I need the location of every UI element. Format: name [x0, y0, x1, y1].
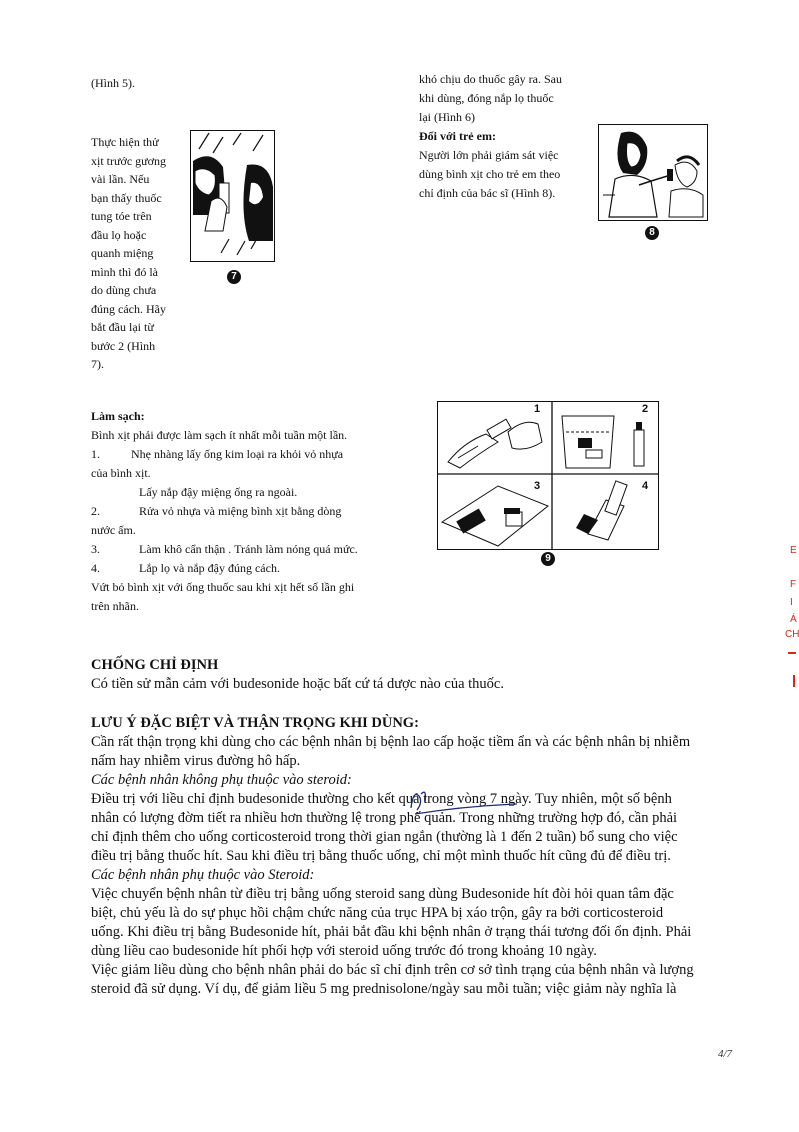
text-line: khi dùng, đóng nắp lọ thuốc — [419, 91, 554, 105]
step-text: Làm khô cẩn thận . Tránh làm nóng quá mức. — [139, 542, 358, 556]
margin-stamp-letter: CH — [785, 629, 799, 640]
inhaler-after-use-text — [419, 70, 599, 203]
cleaning-step-1 — [91, 445, 421, 464]
margin-stamp-letter: Á — [790, 614, 797, 625]
step-number: 1. — [91, 447, 100, 461]
text-line: 7). — [91, 357, 104, 371]
cleaning-step-1-continued: của bình xịt. — [91, 466, 151, 480]
text-line: bạn thấy thuốc — [91, 190, 162, 205]
text-line: Thực hiện thử — [91, 135, 159, 149]
step-text: Nhẹ nhàng lấy ống kim loại ra khỏi vỏ nhựa — [131, 447, 344, 461]
paragraph-line: uống. Khi điều trị bằng Budesonide hít, phải bắt đầu khi bệnh nhân ở trạng thái tương đối ổn định. Phải — [91, 924, 692, 940]
step-text: Lắp lọ và nắp đậy đúng cách. — [139, 561, 280, 575]
text-line: khó chịu do thuốc gây ra. Sau — [419, 72, 562, 86]
cleaning-step-4 — [91, 559, 421, 578]
cleaning-heading: Làm sạch: — [91, 409, 145, 423]
fig9-step-3-label: 3 — [534, 480, 541, 492]
figure-8-number-badge: 8 — [645, 226, 659, 240]
contraindications-heading: CHỐNG CHỈ ĐỊNH — [91, 657, 219, 673]
margin-stamp-letter: E — [790, 545, 797, 556]
figure5-reference: (Hình 5). — [91, 76, 135, 90]
text-line: mình thì đó là — [91, 264, 158, 279]
text-line: bắt đầu lại từ — [91, 320, 154, 334]
paragraph-line: điều trị bằng thuốc hít. Sau khi điều trị bằng thuốc uống, chỉ một mình thuốc hít cũng đủ để điều trị. — [91, 848, 671, 864]
discard-text: Vứt bỏ bình xịt với ống thuốc sau khi xịt hết số lần ghi — [91, 580, 355, 594]
fig9-step-1-label: 1 — [534, 403, 541, 415]
contraindications-text: Có tiền sử mẫn cảm với budesonide hoặc bất cứ tá dược nào của thuốc. — [91, 676, 504, 692]
figure-7-mirror-test — [190, 130, 275, 262]
figure-8-child-supervision — [598, 124, 708, 221]
step-text: Rửa vỏ nhựa và miệng bình xịt bằng dòng — [139, 504, 342, 518]
text-line: đúng cách. Hãy — [91, 301, 166, 316]
step-number: 3. — [91, 542, 100, 556]
step-number: 2. — [91, 504, 100, 518]
cleaning-step-2-continued: nước ấm. — [91, 523, 136, 537]
figure-9-number-badge: 9 — [541, 552, 555, 566]
margin-stamp-letter: F — [790, 579, 797, 590]
text-line: bước 2 (Hình — [91, 338, 156, 353]
text-line: xịt trước gương — [91, 153, 167, 168]
text-line: vài lần. Nếu — [91, 172, 150, 186]
subheading-non-dependent: Các bệnh nhân không phụ thuộc vào steroid: — [91, 772, 352, 788]
cleaning-intro: Bình xịt phải được làm sạch ít nhất mỗi tuần một lần. — [91, 428, 348, 442]
discard-text: trên nhãn. — [91, 599, 139, 613]
page-number: 4/7 — [718, 1048, 733, 1060]
text-line: lại (Hình 6) — [419, 110, 475, 124]
paragraph-line: steroid đã sử dụng. Ví dụ, để giảm liều 5 mg prednisolone/ngày sau mỗi tuần; việc giảm này nghĩa là — [91, 981, 677, 997]
margin-stamp-letter: I — [790, 597, 793, 608]
paragraph-line: biệt, chủ yếu là do sự phục hồi chậm chức năng của trục HPA bị xáo trộn, gây ra bởi corticosteroid — [91, 905, 664, 921]
paragraph-line: Điều trị với liều chỉ định budesonide thường cho kết quả trong vòng 7 ngày. Tuy nhiên, một số bệnh — [91, 791, 672, 807]
cleaning-step-1-sub: Lấy nắp đậy miệng ống ra ngoài. — [139, 485, 298, 499]
cleaning-steps-illustration — [438, 402, 658, 549]
inhaler-test-instructions — [91, 133, 183, 374]
text-line: chỉ định của bác sĩ (Hình 8). — [419, 186, 556, 200]
paragraph-line: Việc chuyển bệnh nhân từ điều trị bằng uống steroid sang dùng Budesonide hít đòi hỏi quan tâm đặc — [91, 886, 674, 902]
paragraph-line: Cần rất thận trọng khi dùng cho các bệnh nhân bị bệnh lao cấp hoặc tiềm ẩn và các bệnh nhân bị nhiễm — [91, 734, 691, 750]
person-mirror-illustration — [191, 131, 274, 261]
margin-stamp-stroke — [793, 675, 795, 687]
text-line: Người lớn phải giám sát việc — [419, 148, 559, 162]
figure-9-cleaning-steps — [437, 401, 659, 550]
precautions-heading: LƯU Ý ĐẶC BIỆT VÀ THẬN TRỌNG KHI DÙNG: — [91, 715, 419, 731]
adult-child-inhaler-illustration — [599, 125, 707, 220]
margin-stamp-stroke — [788, 652, 796, 654]
paragraph-line: Việc giảm liều dùng cho bệnh nhân phải do bác sĩ chỉ định trên cơ sở tình trạng của bệnh nhân và lượng — [91, 962, 694, 978]
text-line: dùng bình xịt cho trẻ em theo — [419, 167, 561, 181]
cleaning-section — [91, 407, 421, 616]
paragraph-line: dùng liều cao budesonide hít phối hợp với steroid uống trước đó trong khoảng 10 ngày. — [91, 943, 597, 959]
paragraph-line: nhân có lượng đờm tiết ra nhiều hơn thường lệ trong phế quản. Trong những trường hợp đó, cần phải — [91, 810, 678, 826]
text-line: tung tóe trên — [91, 209, 152, 223]
handwritten-correction-mark — [405, 784, 525, 824]
paragraph-line: chỉ định thêm cho uống corticosteroid trong thời gian ngắn (thường là 1 đến 2 tuần) bổ sung cho việc — [91, 829, 678, 845]
figure-7-number-badge: 7 — [227, 270, 241, 284]
precautions-body — [91, 733, 741, 999]
fig9-step-2-label: 2 — [642, 403, 649, 415]
cleaning-step-2 — [91, 502, 421, 521]
cleaning-step-3 — [91, 540, 421, 559]
text-line: đầu lọ hoặc — [91, 227, 147, 242]
subheading-steroid-dependent: Các bệnh nhân phụ thuộc vào Steroid: — [91, 867, 315, 883]
step-number: 4. — [91, 561, 100, 575]
text-line: quanh miệng — [91, 246, 154, 260]
text-line: do dùng chưa — [91, 283, 157, 297]
fig9-step-4-label: 4 — [642, 480, 649, 492]
children-heading: Đối với trẻ em: — [419, 129, 496, 143]
paragraph-line: nấm hay nhiễm virus đường hô hấp. — [91, 753, 301, 769]
